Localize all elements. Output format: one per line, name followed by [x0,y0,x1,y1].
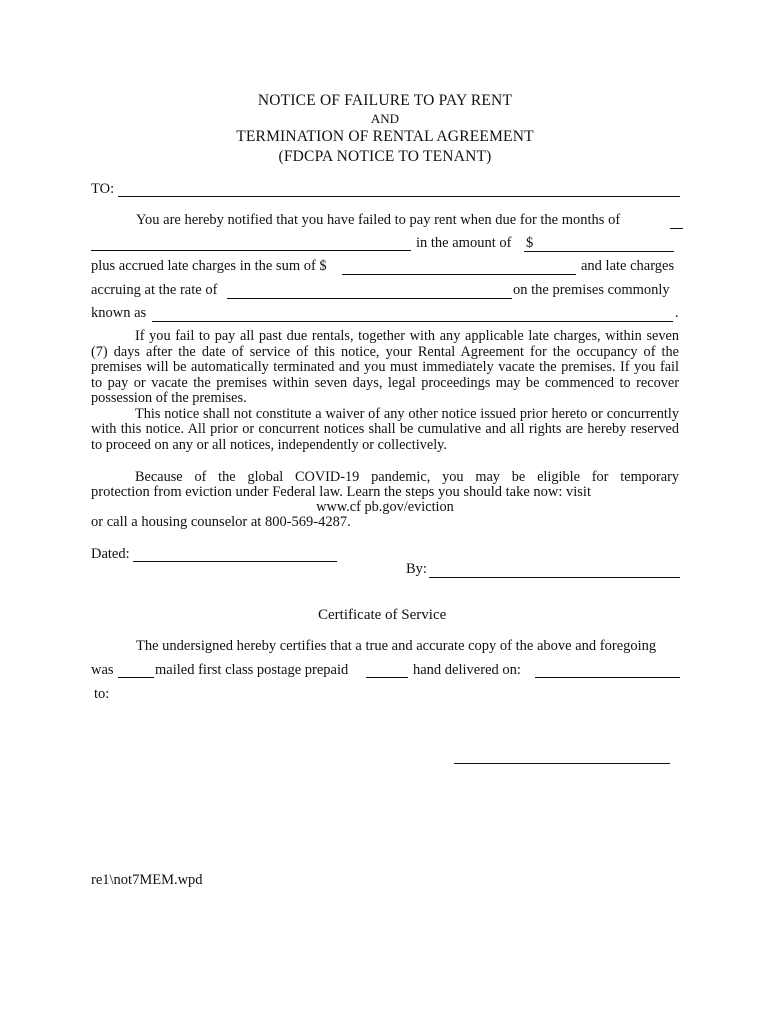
covid-url: www.cf pb.gov/eviction [316,499,454,515]
dated-field[interactable] [133,561,337,562]
and-late-charges-label: and late charges [581,258,675,274]
fail-to-pay-paragraph [91,329,679,453]
certificate-title: Certificate of Service [318,607,447,623]
amount-symbol: $ [526,235,534,251]
covid-line-3: or call a housing counselor at 800-569-4287. [91,514,351,530]
fail-to-pay-text: If you fail to pay all past due rentals, together with any applicable late charges, within seven (7) days after the date of service of this notice, your Rental Agreement for the occupancy of the premises will be automatically terminated and you must immediately vacate the premises. If you fail to pay or vacate the premises within seven days, legal proceedings may be commenced to recover possession of the premises. [91,328,679,406]
to-field[interactable] [118,196,680,197]
premises-label: on the premises commonly [513,282,670,298]
by-label: By: [406,561,427,577]
delivery-date-field[interactable] [535,677,680,678]
accruing-label: accruing at the rate of [91,282,218,298]
known-as-period: . [675,305,679,321]
title-line-1: NOTICE OF FAILURE TO PAY RENT [257,92,513,109]
known-as-label: known as [91,305,147,321]
hand-delivered-check-field[interactable] [366,677,408,678]
title-line-2: AND [370,111,400,126]
amount-label: in the amount of [416,235,512,251]
certifier-signature-field[interactable] [454,763,670,764]
title-line-3: TERMINATION OF RENTAL AGREEMENT [236,128,534,145]
certificate-to-label: to: [94,686,110,702]
hand-delivered-label: hand delivered on: [413,662,521,678]
file-reference: re1\not7MEM.wpd [91,872,203,888]
amount-field[interactable] [524,251,674,252]
months-field-b[interactable] [91,250,411,251]
months-field-a[interactable] [670,228,683,229]
covid-line-1: Because of the global COVID-19 pandemic, you may be eligible for temporary [135,469,679,485]
known-as-field[interactable] [152,321,673,322]
months-text: You are hereby notified that you have failed to pay rent when due for the months of [136,212,621,228]
late-charges-field[interactable] [342,274,576,275]
was-label: was [91,662,114,678]
late-charges-label: plus accrued late charges in the sum of $ [91,258,327,274]
covid-line-2: protection from eviction under Federal law. Learn the steps you should take now: visit [91,484,591,500]
certificate-line-1: The undersigned hereby certifies that a true and accurate copy of the above and foregoing [136,638,657,654]
dated-label: Dated: [91,546,130,562]
mailed-check-field[interactable] [118,677,154,678]
title-line-4: (FDCPA NOTICE TO TENANT) [278,148,492,165]
accruing-rate-field[interactable] [227,298,512,299]
mailed-label: mailed first class postage prepaid [155,662,349,678]
no-waiver-text: This notice shall not constitute a waiver of any other notice issued prior hereto or concurrently with this notice. All prior or concurrent notices shall be cumulative and all rights are hereby reserved to proceed on any or all notices, independently or collectively. [91,405,679,453]
to-label: TO: [91,181,115,197]
by-signature-field[interactable] [429,577,680,578]
